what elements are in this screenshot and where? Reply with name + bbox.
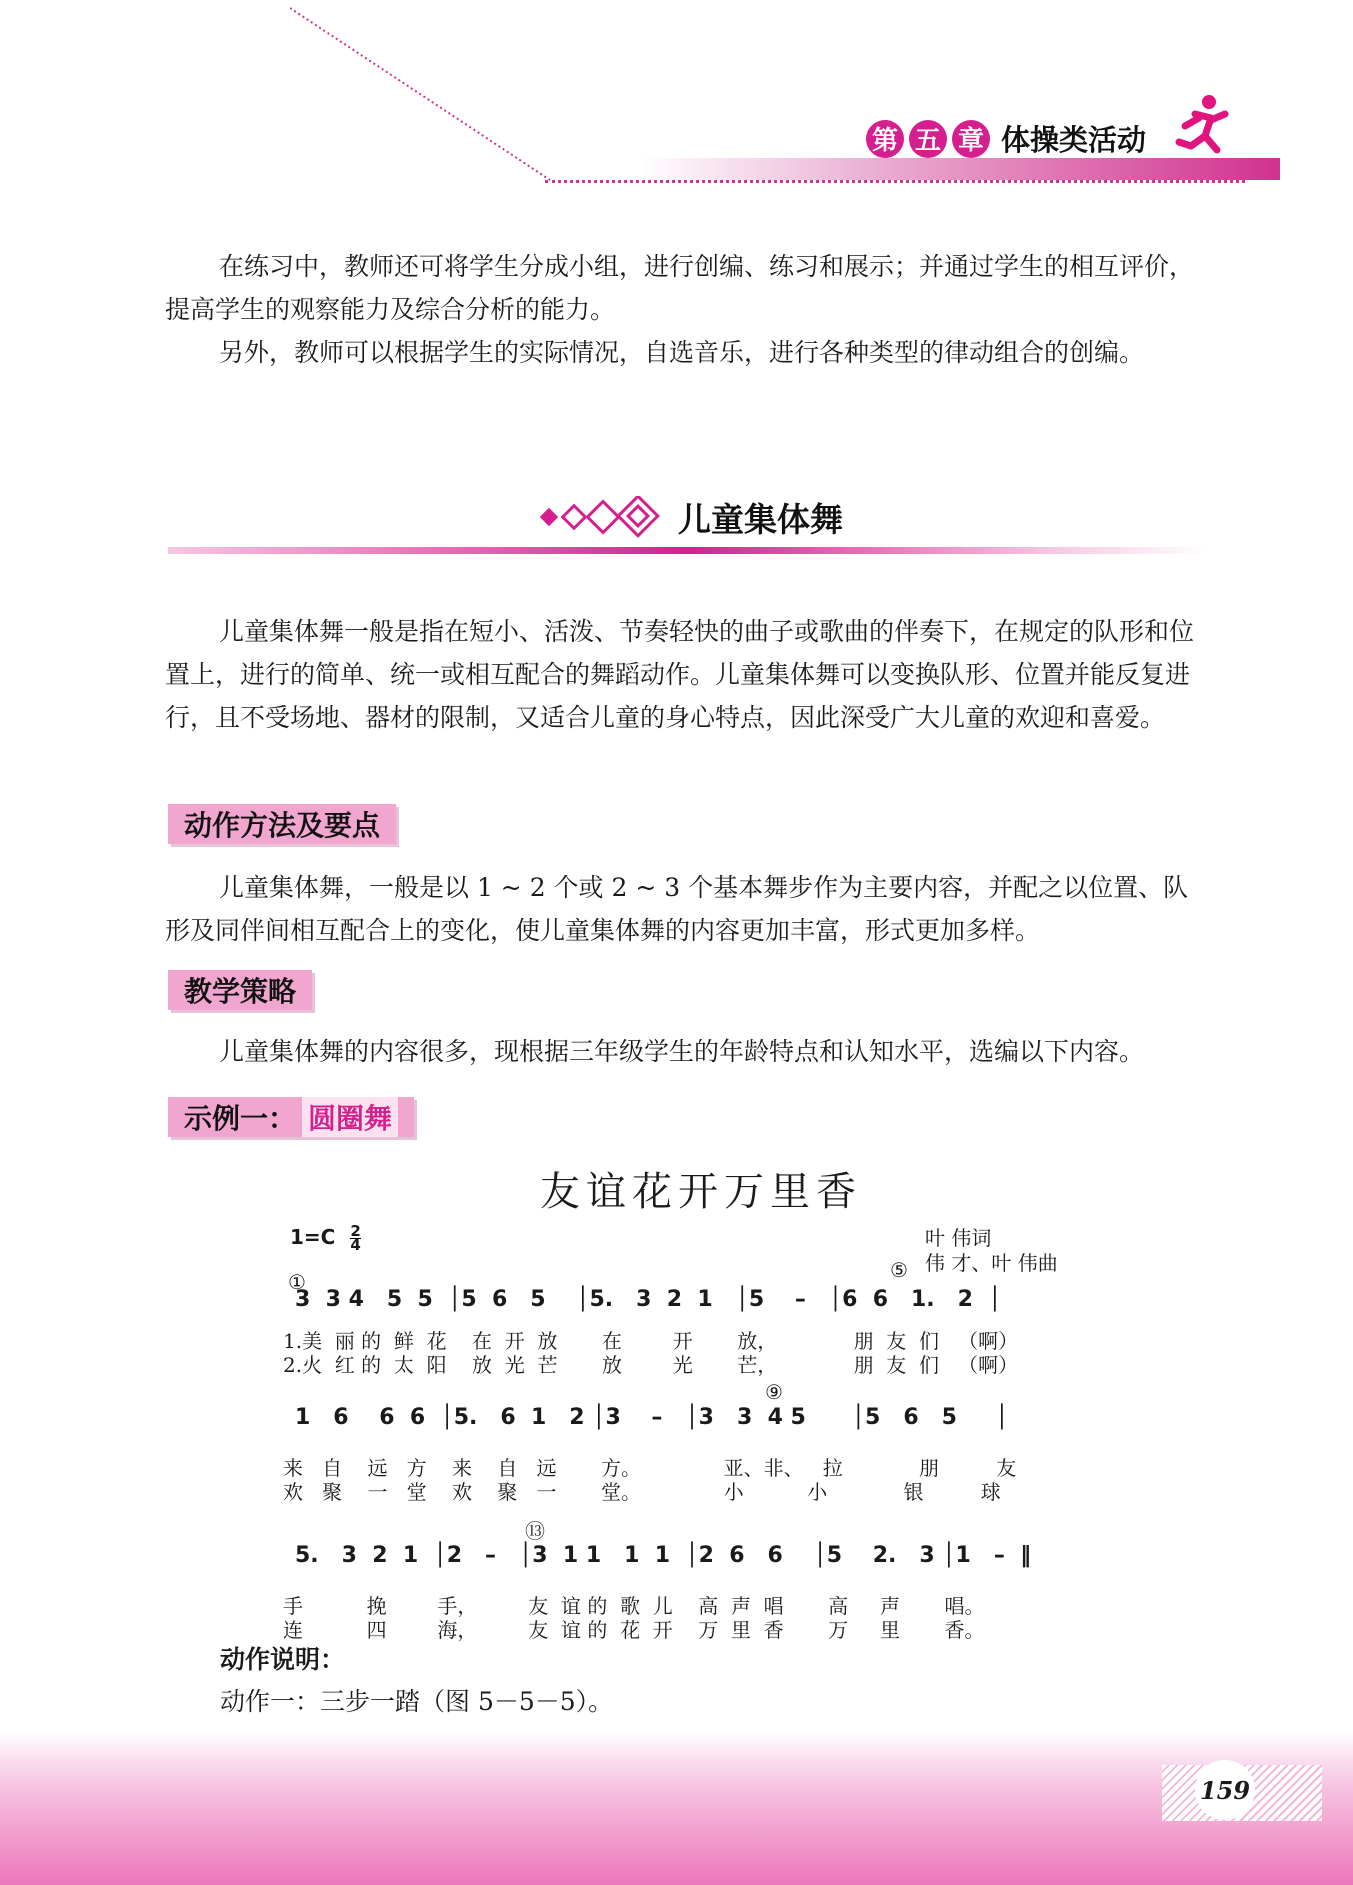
- intro-text: [165, 245, 1205, 374]
- measure-mark: ⑤: [890, 1258, 908, 1282]
- lyric-line: 手 挽 手， 友 谊 的 歌 儿 高 声 唱 高 声 唱。: [283, 1594, 985, 1618]
- lyric-line: 连 四 海， 友 谊 的 花 开 万 里 香 万 里 香。: [283, 1618, 985, 1642]
- lyric-line: 欢 聚 一 堂 欢 聚 一 堂。 小 小 银 球: [283, 1480, 1001, 1504]
- example-tag: [168, 1097, 414, 1137]
- chapter-char: 章: [952, 120, 990, 158]
- section-text: [165, 610, 1205, 739]
- intro-paragraph: 在练习中，教师还可将学生分成小组，进行创编、练习和展示；并通过学生的相互评价，提高学生的观察能力及综合分析的能力。: [165, 252, 1195, 324]
- time-signature: [350, 1222, 361, 1254]
- chapter-char: 第: [866, 120, 904, 158]
- chapter-heading: [866, 118, 1146, 159]
- time-bottom: 4: [350, 1236, 361, 1254]
- measure-mark: ①: [288, 1270, 306, 1294]
- page-number: 159: [1195, 1760, 1255, 1820]
- intro-paragraph: 另外，教师可以根据学生的实际情况，自选音乐，进行各种类型的律动组合的创编。: [219, 338, 1145, 367]
- example-prefix: 示例一：: [184, 1102, 297, 1135]
- chapter-char: 五: [909, 120, 947, 158]
- time-top: 2: [350, 1222, 361, 1240]
- score-row: 1 6 6 6 │5. 6 1 2 │3 – │3 3 4 5 │5 6 5 │: [295, 1405, 1009, 1430]
- score-row: 5. 3 2 1 │2 – │3 1 1 1 1 │2 6 6 │5 2. 3 │1 – ‖: [295, 1543, 1032, 1568]
- strategy-tag: 教学策略: [168, 970, 312, 1010]
- lyric-line: 来 自 远 方 来 自 远 方。 亚、非、 拉 朋 友: [283, 1456, 1017, 1480]
- action-line: 动作一：三步一踏（图 5－5－5）。: [220, 1687, 614, 1716]
- lyricist: 叶 伟词: [925, 1226, 992, 1250]
- header-diagonal-decoration: [290, 0, 570, 182]
- section-divider: [168, 547, 1208, 554]
- runner-icon: [1165, 92, 1235, 162]
- diamond-icon: [540, 496, 660, 540]
- example-name: 圆圈舞: [302, 1097, 398, 1137]
- section-heading: [540, 494, 843, 541]
- section-title: 儿童集体舞: [678, 500, 843, 539]
- score-row: 3 3 4 5 5 │5 6 5 │5. 3 2 1 │5 – │6 6 1. 2 │: [295, 1287, 1002, 1312]
- key-signature: 1=C: [290, 1225, 336, 1249]
- method-tag: 动作方法及要点: [168, 804, 396, 844]
- composer: 伟 才、叶 伟曲: [925, 1251, 1058, 1275]
- section-paragraph: 儿童集体舞一般是指在短小、活泼、节奏轻快的曲子或歌曲的伴奏下，在规定的队形和位置上，进行的简单、统一或相互配合的舞蹈动作。儿童集体舞可以变换队形、位置并能反复进行，且不受场地、器材的限制，又适合儿童的身心特点，因此深受广大儿童的欢迎和喜爱。: [165, 617, 1195, 732]
- song-title: 友谊花开万里香: [540, 1169, 862, 1215]
- method-paragraph: 儿童集体舞，一般是以 1 ~ 2 个或 2 ~ 3 个基本舞步作为主要内容，并配之以位置、队形及同伴间相互配合上的变化，使儿童集体舞的内容更加丰富，形式更加多样。: [165, 873, 1189, 945]
- strategy-text: [165, 1030, 1205, 1073]
- method-text: [165, 866, 1205, 952]
- measure-mark: ⑨: [765, 1380, 783, 1404]
- lyric-line: 1.美 丽 的 鲜 花 在 开 放 在 开 放， 朋 友 们 （啊）: [283, 1329, 1019, 1353]
- action-label: 动作说明：: [220, 1645, 346, 1674]
- action-text: [220, 1680, 1260, 1723]
- header-dotted-line: [545, 180, 1245, 183]
- measure-mark: ⑬: [525, 1519, 545, 1543]
- song-key: [290, 1222, 361, 1254]
- footer-band: [0, 1730, 1353, 1885]
- lyric-line: 2.火 红 的 太 阳 放 光 芒 放 光 芒， 朋 友 们 （啊）: [283, 1353, 1019, 1377]
- chapter-title: 体操类活动: [1001, 123, 1147, 157]
- strategy-paragraph: 儿童集体舞的内容很多，现根据三年级学生的年龄特点和认知水平，选编以下内容。: [219, 1037, 1145, 1066]
